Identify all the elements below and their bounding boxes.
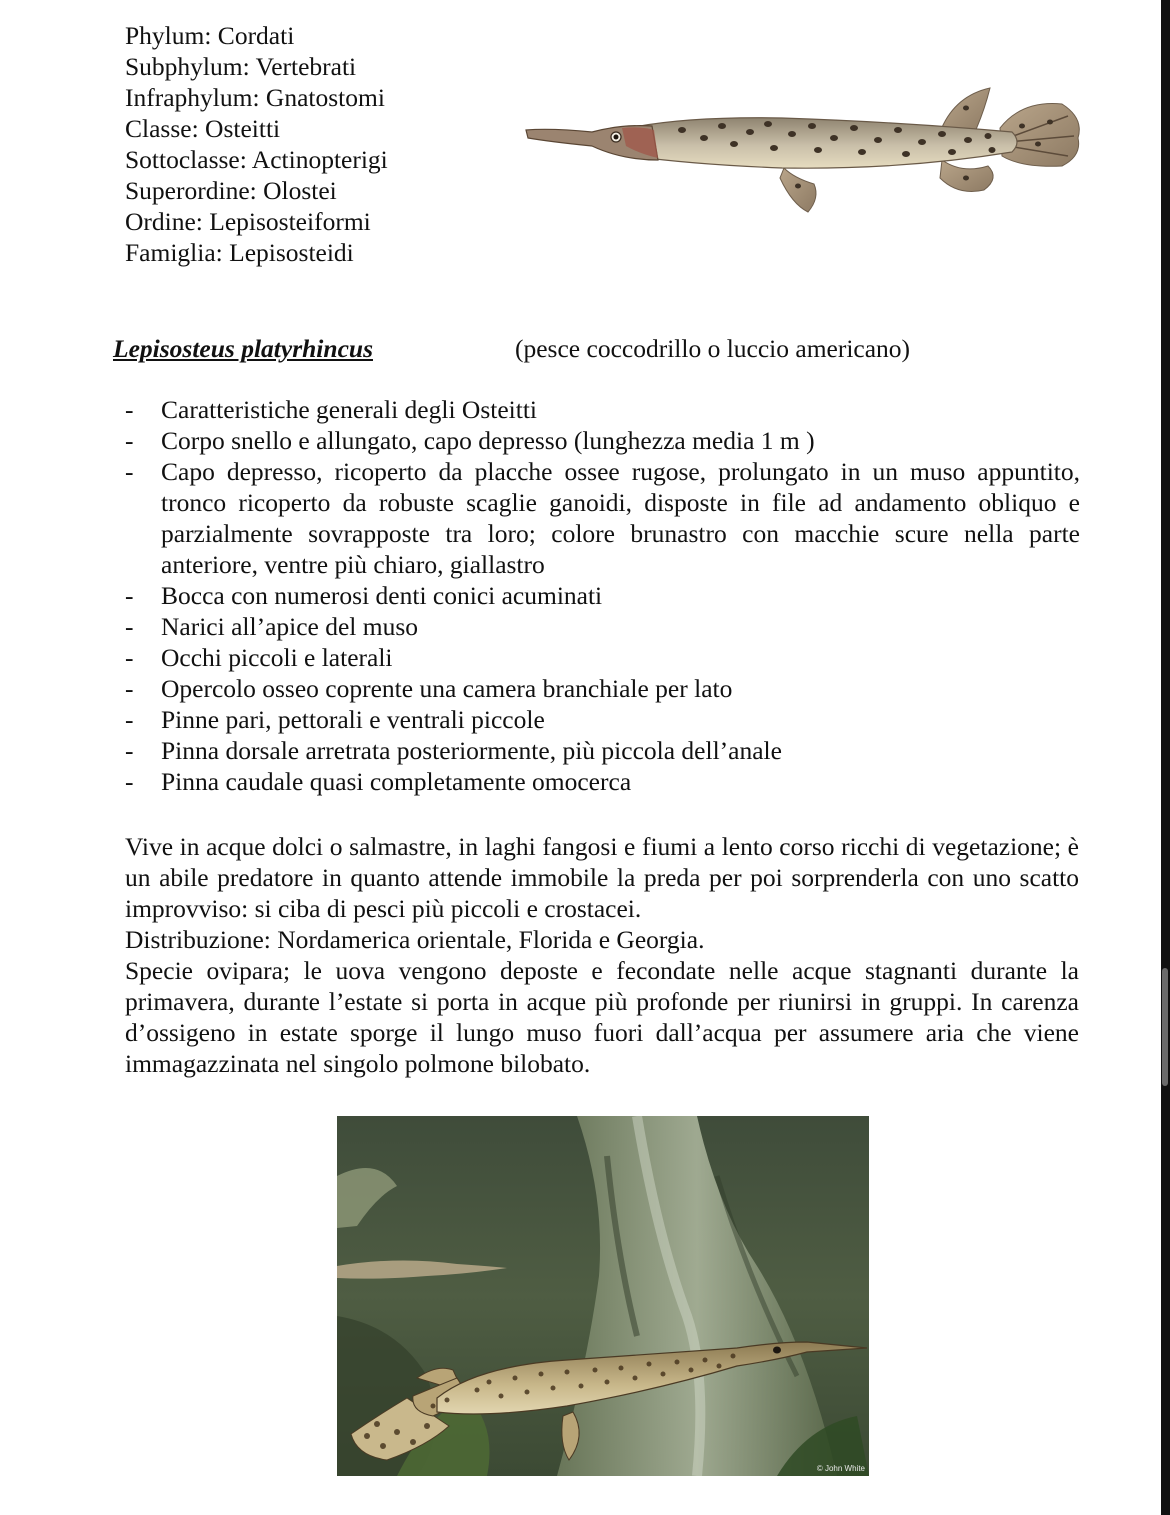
feature-item: [125, 425, 1080, 456]
photo-credit: © John White: [816, 1464, 865, 1473]
feature-text: Caratteristiche generali degli Osteitti: [161, 395, 537, 424]
feature-item: [125, 735, 1080, 766]
habitat-paragraph: Vive in acque dolci o salmastre, in laghi fangosi e fiumi a lento corso ricchi di vegetazione; è un abile predatore in quanto attende immobile la preda per poi sorprenderla con uno scatto improvviso: si ciba di pesci più piccoli e crostacei.: [125, 832, 1079, 923]
vertical-scrollbar[interactable]: [1161, 0, 1170, 1515]
species-common-name: (pesce coccodrillo o luccio americano): [515, 334, 911, 363]
feature-text: Corpo snello e allungato, capo depresso (lunghezza media 1 m ): [161, 426, 815, 455]
distribution-paragraph: Distribuzione: Nordamerica orientale, Florida e Georgia.: [125, 925, 705, 954]
feature-text: Capo depresso, ricoperto da placche ossee rugose, prolungato in un muso appuntito, tronco ricoperto da robuste scaglie ganoidi, disposte in file ad andamento obliquo e parzialmente sovrapposte tra loro; colore brunastro con macchie scure nella parte anteriore, ventre più chiaro, giallastro: [161, 457, 1080, 579]
bullet-dash: -: [125, 395, 134, 424]
bullet-dash: -: [125, 736, 134, 765]
taxonomy-superorder: Superordine: Olostei: [125, 176, 337, 205]
taxonomy-order: Ordine: Lepisosteiformi: [125, 207, 371, 236]
bullet-dash: -: [125, 581, 134, 610]
taxonomy-phylum: Phylum: Cordati: [125, 21, 295, 50]
feature-text: Opercolo osseo coprente una camera branchiale per lato: [161, 674, 733, 703]
feature-text: Bocca con numerosi denti conici acuminati: [161, 581, 603, 610]
taxonomy-list: [125, 20, 388, 268]
feature-text: Pinna caudale quasi completamente omocerca: [161, 767, 632, 796]
features-list: [125, 394, 1080, 797]
feature-item: [125, 611, 1080, 642]
species-title: Lepisosteus platyrhincus: [113, 334, 373, 363]
feature-text: Narici all’apice del muso: [161, 612, 419, 641]
bullet-dash: -: [125, 643, 134, 672]
scrollbar-thumb[interactable]: [1162, 968, 1168, 1086]
reproduction-paragraph: Specie ovipara; le uova vengono deposte e fecondate nelle acque stagnanti durante la primavera, durante l’estate si porta in acque più profonde per riunirsi in gruppi. In carenza d’ossigeno in estate sporge il lungo muso fuori dall’acqua per assumere aria che viene immagazzinata nel singolo polmone bilobato.: [125, 956, 1079, 1078]
feature-item: [125, 394, 1080, 425]
taxonomy-subclass: Sottoclasse: Actinopterigi: [125, 145, 388, 174]
taxonomy-class: Classe: Osteitti: [125, 114, 281, 143]
feature-item: [125, 580, 1080, 611]
gar-fish-illustration: [522, 82, 1084, 222]
feature-item: [125, 456, 1080, 580]
bullet-dash: -: [125, 426, 134, 455]
gar-fish-photo: [337, 1116, 869, 1476]
bullet-dash: -: [125, 767, 134, 796]
feature-item: [125, 642, 1080, 673]
feature-text: Occhi piccoli e laterali: [161, 643, 393, 672]
feature-item: [125, 766, 1080, 797]
feature-item: [125, 673, 1080, 704]
taxonomy-family: Famiglia: Lepisosteidi: [125, 238, 354, 267]
feature-text: Pinne pari, pettorali e ventrali piccole: [161, 705, 545, 734]
feature-item: [125, 704, 1080, 735]
bullet-dash: -: [125, 457, 134, 486]
bullet-dash: -: [125, 705, 134, 734]
feature-text: Pinna dorsale arretrata posteriormente, più piccola dell’anale: [161, 736, 782, 765]
taxonomy-infraphylum: Infraphylum: Gnatostomi: [125, 83, 385, 112]
taxonomy-subphylum: Subphylum: Vertebrati: [125, 52, 357, 81]
bullet-dash: -: [125, 674, 134, 703]
bullet-dash: -: [125, 612, 134, 641]
